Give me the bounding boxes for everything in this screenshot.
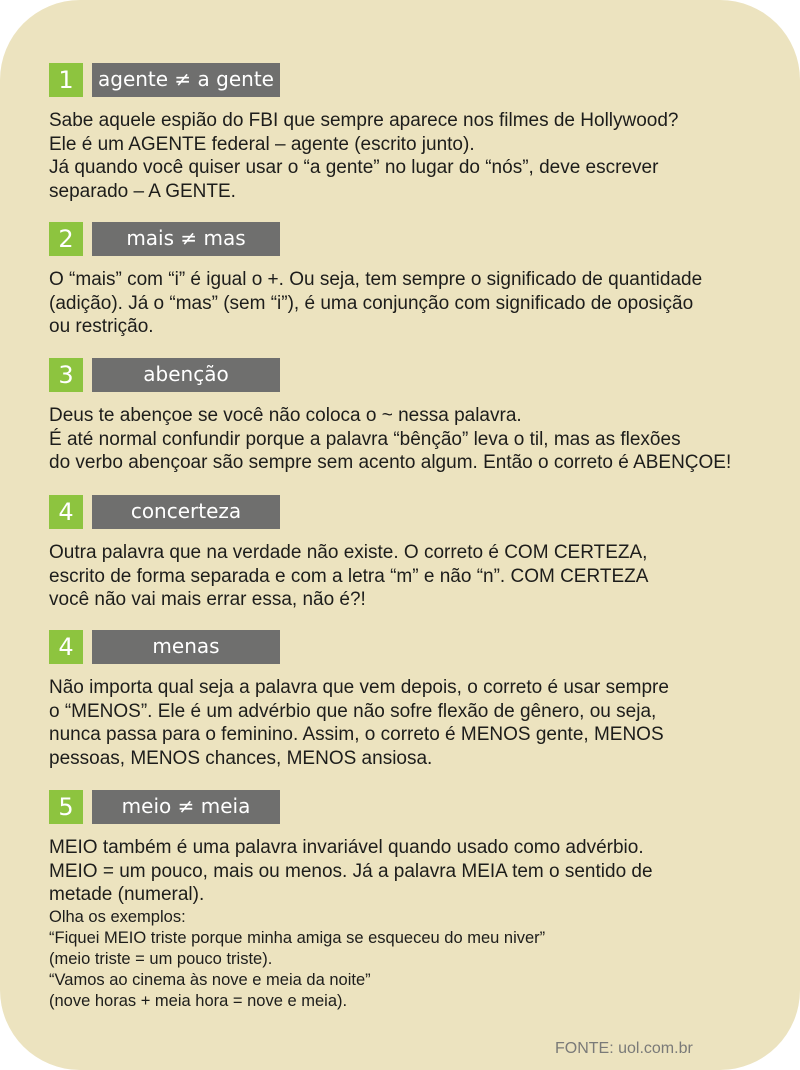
example-line: Olha os exemplos: (49, 907, 186, 926)
section-body (49, 109, 800, 203)
section-number: 5 (49, 790, 83, 824)
section-title: agente ≠ a gente (92, 63, 280, 97)
body-line: (adição). Já o “mas” (sem “i”), é uma conjunção com significado de oposição (49, 292, 694, 314)
section-abencao (49, 358, 800, 475)
body-line: você não vai mais errar essa, não é?! (49, 589, 366, 610)
section-header (49, 222, 800, 256)
body-line: Não importa qual seja a palavra que vem depois, o correto é usar sempre (49, 677, 669, 698)
examples-block (49, 907, 800, 1012)
section-title: mais ≠ mas (92, 222, 280, 256)
body-line: MEIO também é uma palavra invariável quando usado como advérbio. (49, 837, 644, 858)
section-body (49, 541, 800, 612)
body-line: Ele é um AGENTE federal – agente (escrito junto). (49, 133, 475, 155)
body-line: pessoas, MENOS chances, MENOS ansiosa. (49, 747, 433, 769)
section-body (49, 676, 800, 770)
body-line: Deus te abençoe se você não coloca o ~ nessa palavra. (49, 405, 522, 426)
body-line: escrito de forma separada e com a letra “m” e não “n”. COM CERTEZA (49, 565, 649, 587)
section-header (49, 358, 800, 392)
section-header (49, 630, 800, 664)
section-title: abenção (92, 358, 280, 392)
example-line: “Vamos ao cinema às nove e meia da noite” (49, 970, 371, 989)
section-concerteza (49, 495, 800, 612)
body-line: ou restrição. (49, 316, 154, 337)
section-number: 4 (49, 630, 83, 664)
body-line: O “mais” com “i” é igual o +. Ou seja, tem sempre o significado de quantidade (49, 269, 703, 290)
section-header (49, 495, 800, 529)
body-line: o “MENOS”. Ele é um advérbio que não sofre flexão de gênero, ou seja, (49, 700, 657, 722)
section-agente (49, 63, 800, 203)
section-mais (49, 222, 800, 339)
section-header (49, 790, 800, 824)
body-line: Já quando você quiser usar o “a gente” no lugar do “nós”, deve escrever (49, 157, 659, 178)
body-line: nunca passa para o feminino. Assim, o correto é MENOS gente, MENOS (49, 724, 664, 745)
section-title: menas (92, 630, 280, 664)
section-number: 4 (49, 495, 83, 529)
example-line: (nove horas + meia hora = nove e meia). (49, 991, 348, 1010)
section-number: 2 (49, 222, 83, 256)
body-line: do verbo abençoar são sempre sem acento algum. Então o correto é ABENÇOE! (49, 452, 732, 473)
section-meio (49, 790, 800, 1012)
section-body (49, 268, 800, 339)
example-line: “Fiquei MEIO triste porque minha amiga se esqueceu do meu niver” (49, 928, 546, 947)
body-line: É até normal confundir porque a palavra “bênção” leva o til, mas as flexões (49, 428, 681, 450)
section-body (49, 836, 800, 907)
section-body (49, 404, 800, 475)
body-line: Outra palavra que na verdade não existe. O correto é COM CERTEZA, (49, 542, 648, 563)
section-menas (49, 630, 800, 770)
body-line: separado – A GENTE. (49, 180, 236, 202)
example-line: (meio triste = um pouco triste). (49, 949, 273, 968)
body-line: metade (numeral). (49, 884, 205, 905)
source-credit: FONTE: uol.com.br (555, 1040, 693, 1057)
section-number: 3 (49, 358, 83, 392)
body-line: Sabe aquele espião do FBI que sempre aparece nos filmes de Hollywood? (49, 110, 679, 131)
section-title: concerteza (92, 495, 280, 529)
section-title: meio ≠ meia (92, 790, 280, 824)
body-line: MEIO = um pouco, mais ou menos. Já a palavra MEIA tem o sentido de (49, 860, 653, 882)
section-number: 1 (49, 63, 83, 97)
section-header (49, 63, 800, 97)
